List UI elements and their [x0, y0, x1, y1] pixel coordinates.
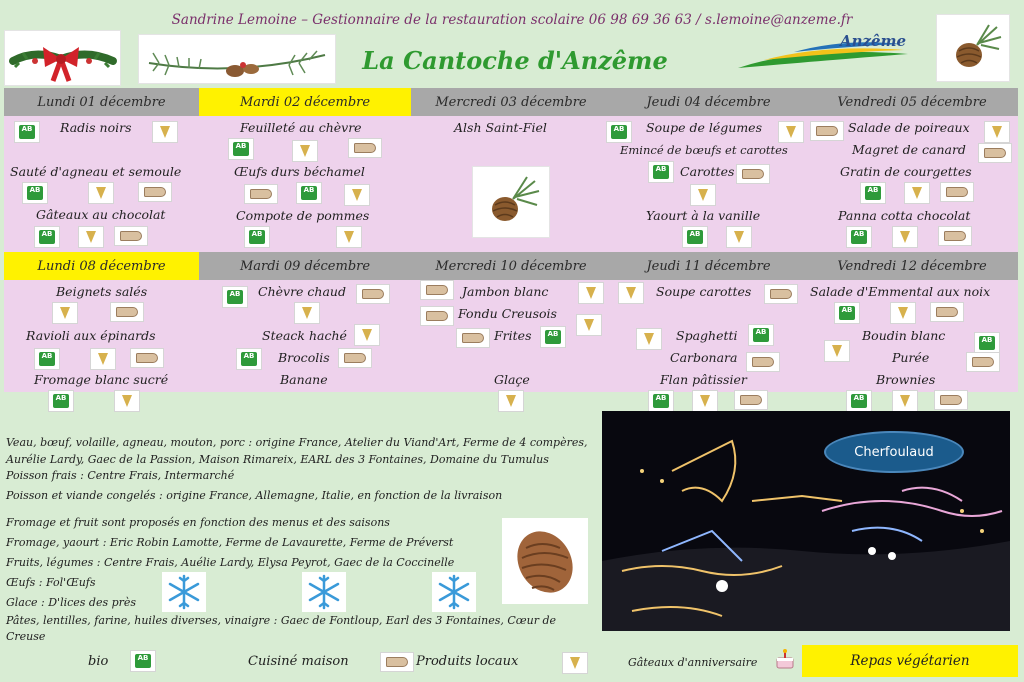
label-tag-icon — [934, 390, 968, 410]
dish-mercredi10-legume: Frites — [494, 328, 532, 343]
anzeme-logo — [734, 28, 912, 72]
dish-lundi01-plat: Sauté d'agneau et semoule — [10, 164, 182, 179]
dish-vendredi12-entree: Salade d'Emmental aux noix — [810, 284, 991, 299]
dish-jeudi11-dessert: Flan pâtissier — [660, 372, 747, 387]
ice-cream-cone-icon — [690, 184, 716, 206]
birthday-cake-icon — [774, 646, 796, 672]
dish-lundi01-dessert: Gâteaux au chocolat — [36, 207, 166, 222]
dish-jeudi11-plat: Spaghetti — [676, 328, 738, 343]
ice-cream-cone-icon — [892, 390, 918, 412]
dish-vendredi05-legume: Gratin de courgettes — [840, 164, 972, 179]
ice-cream-cone-icon — [152, 121, 178, 143]
ice-cream-cone-icon — [618, 282, 644, 304]
label-tag-icon — [764, 284, 798, 304]
dish-jeudi04-plat: Emincé de bœufs et carottes — [620, 143, 788, 157]
pine-cone-icon — [472, 166, 550, 238]
ice-cream-cone-icon — [636, 328, 662, 350]
ice-cream-cone-icon — [354, 324, 380, 346]
dish-jeudi11-entree: Soupe carottes — [656, 284, 752, 299]
info-line: Œufs : Fol'Œufs — [6, 576, 96, 589]
label-tag-icon — [978, 143, 1012, 163]
page-title: La Cantoche d'Anzême — [362, 46, 668, 75]
ab-bio-icon: AB — [228, 138, 254, 160]
label-tag-icon — [456, 328, 490, 348]
dish-jeudi04-legume: Carottes — [680, 164, 735, 179]
info-line: Poisson frais : Centre Frais, Intermarché — [6, 469, 235, 482]
label-tag-icon — [966, 352, 1000, 372]
label-tag-icon — [734, 390, 768, 410]
ab-bio-icon: AB — [846, 226, 872, 248]
day-header-lundi-01: Lundi 01 décembre — [4, 88, 199, 116]
dish-vendredi12-legume: Purée — [892, 350, 930, 365]
legend-anniv-label: Gâteaux d'anniversaire — [628, 656, 758, 669]
ice-cream-cone-icon — [90, 348, 116, 370]
dish-vendredi05-entree: Salade de poireaux — [848, 120, 970, 135]
ab-bio-icon: AB — [606, 121, 632, 143]
day-header-mercredi-10: Mercredi 10 décembre — [411, 252, 611, 280]
legend-vegetarien-label: Repas végétarien — [802, 645, 1018, 677]
dish-mercredi10-plat: Fondu Creusois — [458, 306, 557, 321]
label-tag-icon — [420, 306, 454, 326]
ab-bio-icon: AB — [222, 286, 248, 308]
dish-mardi09-dessert: Banane — [280, 372, 328, 387]
pine-cone-icon — [502, 518, 588, 604]
label-tag-icon — [746, 352, 780, 372]
ice-cream-cone-icon — [498, 390, 524, 412]
legend-bio-label: bio — [88, 654, 109, 669]
contact-line: Sandrine Lemoine – Gestionnaire de la restauration scolaire 06 98 69 36 63 / s.lemoine@anzeme.fr — [171, 12, 853, 28]
ice-cream-cone-icon — [824, 340, 850, 362]
ice-cream-cone-icon — [984, 121, 1010, 143]
dish-mercredi10-entree: Jambon blanc — [462, 284, 549, 299]
snowflake-icon — [302, 572, 346, 612]
logo-text: Anzême — [840, 32, 907, 50]
day-header-vendredi-05: Vendredi 05 décembre — [806, 88, 1018, 116]
ab-bio-icon: AB — [48, 390, 74, 412]
ice-cream-cone-icon — [726, 226, 752, 248]
day-header-jeudi-04: Jeudi 04 décembre — [611, 88, 806, 116]
dish-mardi02-dessert: Compote de pommes — [236, 208, 370, 223]
ab-bio-icon: AB — [860, 182, 886, 204]
info-line: Poisson et viande congelés : origine France, Allemagne, Italie, en fonction de la livraison — [6, 489, 503, 502]
day-header-mercredi-03: Mercredi 03 décembre — [411, 88, 611, 116]
dish-jeudi04-dessert: Yaourt à la vanille — [646, 208, 761, 223]
info-line: Creuse — [6, 630, 46, 643]
day-header-mardi-02: Mardi 02 décembre — [199, 88, 411, 116]
ice-cream-cone-icon — [78, 226, 104, 248]
legend-maison-label: Cuisiné maison — [248, 654, 349, 669]
label-tag-icon — [348, 138, 382, 158]
ab-bio-icon: AB — [648, 161, 674, 183]
label-tag-icon — [420, 280, 454, 300]
ice-cream-cone-icon — [336, 226, 362, 248]
ab-bio-icon: AB — [236, 348, 262, 370]
label-tag-icon — [940, 182, 974, 202]
ab-bio-icon: AB — [22, 182, 48, 204]
dish-vendredi05-plat: Magret de canard — [852, 142, 966, 157]
holly-bow-icon — [4, 30, 121, 86]
ice-cream-cone-icon — [576, 314, 602, 336]
ice-cream-cone-icon — [892, 226, 918, 248]
info-line: Glace : D'lices des près — [6, 596, 137, 609]
ab-bio-icon: AB — [34, 226, 60, 248]
dish-mardi09-plat: Steack haché — [262, 328, 347, 343]
dish-mardi02-entree: Feuilleté au chèvre — [240, 120, 362, 135]
dish-vendredi12-plat: Boudin blanc — [862, 328, 946, 343]
ab-bio-icon: AB — [34, 348, 60, 370]
label-tag-icon — [110, 302, 144, 322]
ice-cream-cone-icon — [692, 390, 718, 412]
ab-bio-icon: AB — [296, 182, 322, 204]
info-line: Veau, bœuf, volaille, agneau, mouton, porc : origine France, Atelier du Viand'Art, Ferme de 4 compères, — [6, 436, 588, 449]
snowflake-icon — [432, 572, 476, 612]
dish-lundi08-dessert: Fromage blanc sucré — [34, 372, 169, 387]
ab-bio-icon: AB — [682, 226, 708, 248]
ice-cream-cone-icon — [890, 302, 916, 324]
ab-bio-icon: AB — [974, 332, 1000, 354]
label-tag-icon — [736, 164, 770, 184]
dish-lundi08-plat: Ravioli aux épinards — [26, 328, 156, 343]
ice-cream-cone-icon — [294, 302, 320, 324]
photo-label: Cherfoulaud — [824, 431, 964, 473]
dish-jeudi04-entree: Soupe de légumes — [646, 120, 762, 135]
day-header-mardi-09: Mardi 09 décembre — [199, 252, 411, 280]
info-line: Pâtes, lentilles, farine, huiles diverses, vinaigre : Gaec de Fontloup, Earl des 3 Fontaines, Cœur de — [6, 614, 557, 627]
ice-cream-cone-icon — [578, 282, 604, 304]
ice-cream-cone-icon — [52, 302, 78, 324]
dish-mardi02-plat: Œufs durs béchamel — [234, 164, 365, 179]
dish-vendredi12-dessert: Brownies — [876, 372, 936, 387]
dish-lundi08-entree: Beignets salés — [56, 284, 148, 299]
ice-cream-cone-icon — [292, 140, 318, 162]
day-header-jeudi-11: Jeudi 11 décembre — [611, 252, 806, 280]
ice-cream-cone-icon — [562, 652, 588, 674]
ice-cream-cone-icon — [778, 121, 804, 143]
label-tag-icon — [356, 284, 390, 304]
ab-bio-icon: AB — [648, 390, 674, 412]
label-tag-icon — [338, 348, 372, 368]
info-line: Aurélie Lardy, Gaec de la Passion, Maison Rimareix, EARL des 3 Fontaines, Domaine du Tumulus — [6, 453, 549, 466]
dish-lundi01-entree: Radis noirs — [60, 120, 132, 135]
legend-locaux-label: Produits locaux — [416, 654, 519, 669]
ab-bio-icon: AB — [748, 324, 774, 346]
ice-cream-cone-icon — [904, 182, 930, 204]
label-tag-icon — [810, 121, 844, 141]
ab-bio-icon: AB — [540, 326, 566, 348]
ice-cream-cone-icon — [114, 390, 140, 412]
ab-bio-icon: AB — [834, 302, 860, 324]
label-tag-icon — [930, 302, 964, 322]
info-line: Fromage et fruit sont proposés en fonction des menus et des saisons — [6, 516, 390, 529]
label-tag-icon — [138, 182, 172, 202]
info-line: Fromage, yaourt : Eric Robin Lamotte, Ferme de Lavaurette, Ferme de Préverst — [6, 536, 454, 549]
day-header-vendredi-12: Vendredi 12 décembre — [806, 252, 1018, 280]
dish-mardi09-entree: Chèvre chaud — [258, 284, 346, 299]
pine-cone-icon — [936, 14, 1010, 82]
ice-cream-cone-icon — [344, 184, 370, 206]
dish-mercredi10-dessert: Glaçe — [494, 372, 530, 387]
ab-bio-icon: AB — [244, 226, 270, 248]
ab-bio-icon: AB — [130, 650, 156, 672]
dish-jeudi11-sauce: Carbonara — [670, 350, 738, 365]
label-tag-icon — [938, 226, 972, 246]
ice-cream-cone-icon — [88, 182, 114, 204]
snowflake-icon — [162, 572, 206, 612]
label-tag-icon — [130, 348, 164, 368]
ab-bio-icon: AB — [846, 390, 872, 412]
dish-mercredi03-alsh: Alsh Saint-Fiel — [454, 120, 547, 135]
dish-mardi09-legume: Brocolis — [278, 350, 330, 365]
label-tag-icon — [244, 184, 278, 204]
dish-vendredi05-dessert: Panna cotta chocolat — [838, 208, 971, 223]
label-tag-icon — [114, 226, 148, 246]
info-line: Fruits, légumes : Centre Frais, Auélie Lardy, Elysa Peyrot, Gaec de la Coccinelle — [6, 556, 455, 569]
label-tag-icon — [380, 652, 414, 672]
day-header-lundi-08: Lundi 08 décembre — [4, 252, 199, 280]
ab-bio-icon: AB — [14, 121, 40, 143]
